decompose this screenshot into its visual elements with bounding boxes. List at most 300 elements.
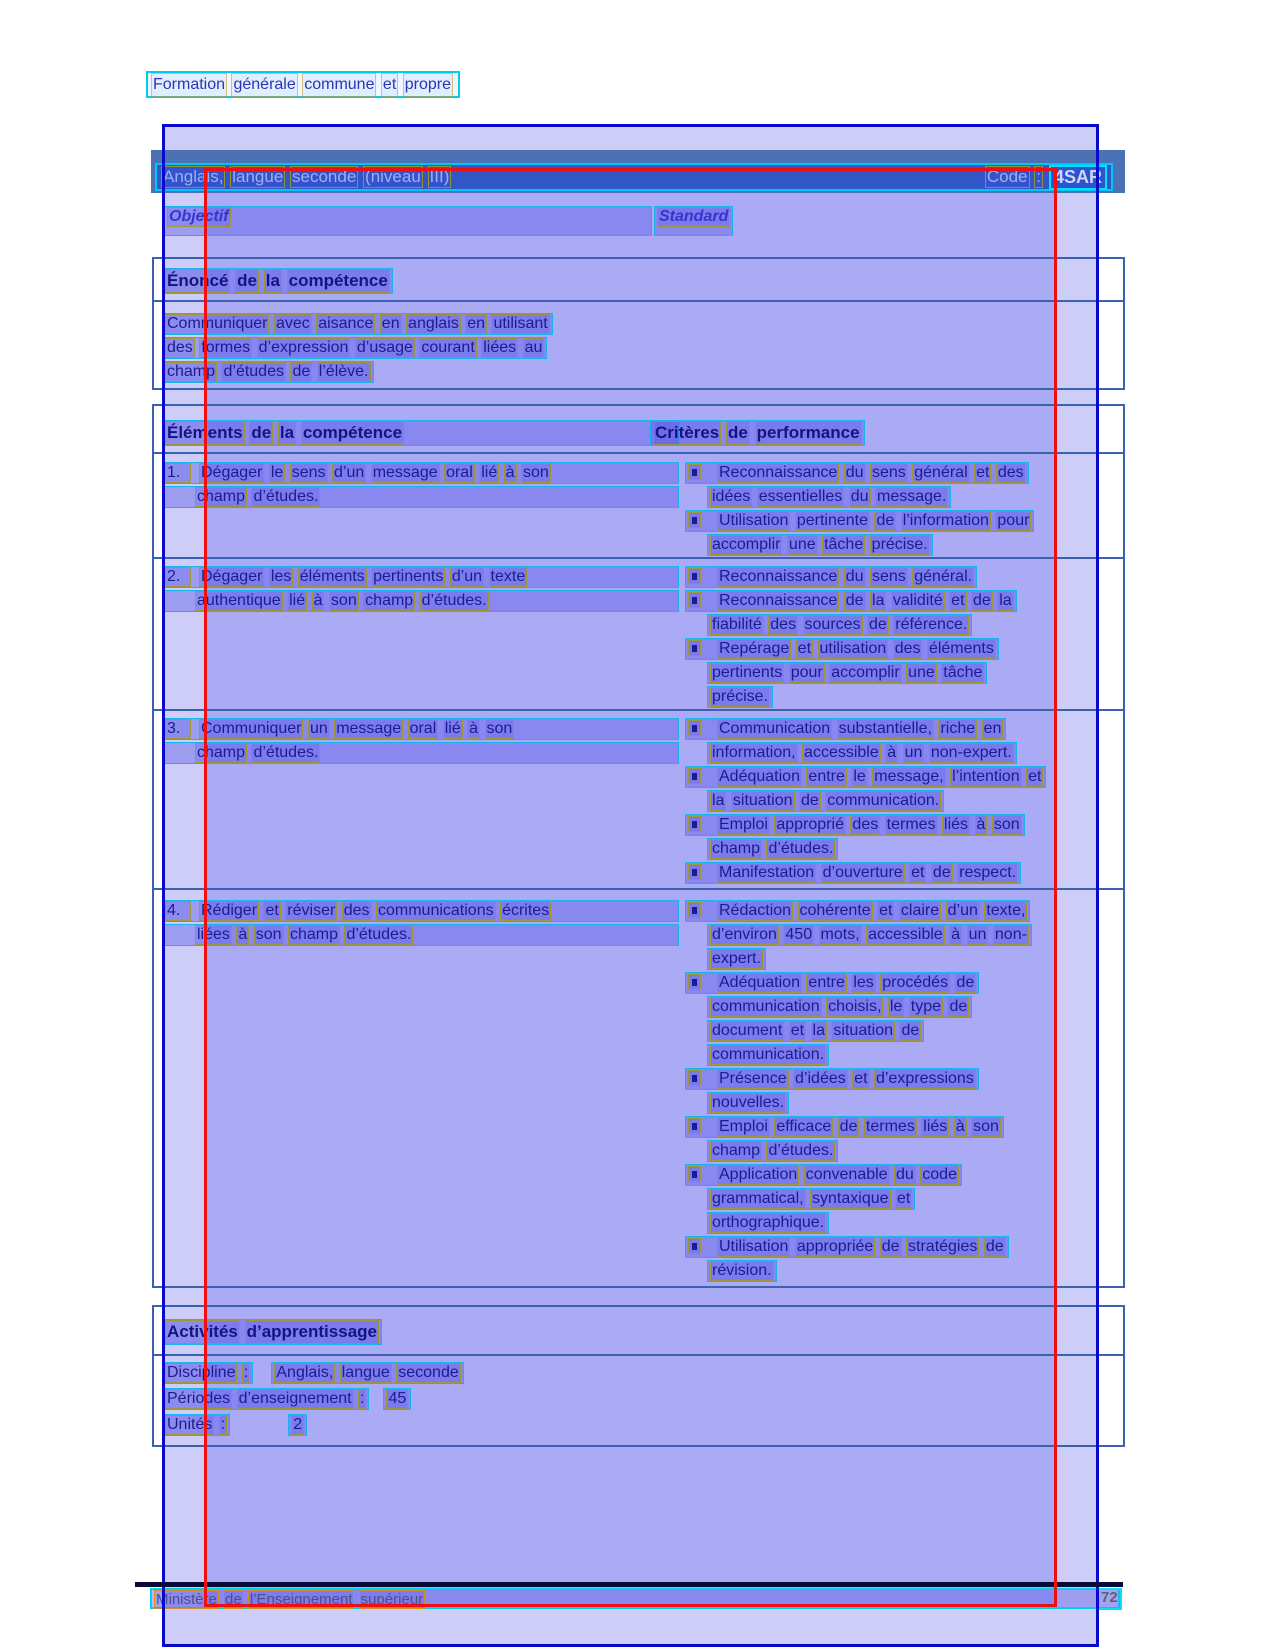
word-box: de [249,421,273,445]
word-box: de [881,1238,900,1255]
criterion-line-row [685,1164,1032,1188]
word-box: compétence [287,269,390,293]
word-box: de [869,616,887,633]
word-box: champ [167,363,216,380]
activity-row [162,1414,307,1436]
word-box: claire [900,902,940,919]
word-box: accomplir [831,664,900,681]
element-cell [162,900,679,948]
word-box: d’un [947,902,978,919]
word-box: la [872,592,885,609]
criterion-line-row [685,766,1046,790]
word-box: (niveau [365,167,421,186]
word-box: de [800,792,819,809]
word-box: pertinents [373,568,444,585]
course-code [985,165,1107,190]
ocr-line [685,566,977,588]
code-value: 4SAR [1049,165,1107,190]
word-box: type [910,998,942,1015]
criteria-cell [685,718,1046,886]
ocr-line [162,462,679,484]
word-box: : [220,1416,226,1433]
word-box: à [238,926,248,943]
word-box: général [914,464,968,481]
word-box: commune [302,73,376,97]
word-box: des [997,464,1024,481]
word-box: Manifestation [719,864,815,881]
activities-section [152,1305,1125,1447]
bullet-dot [692,773,697,780]
word-box: d’études. [253,488,319,505]
word-box: éléments [928,640,994,657]
word-box: Ministère [156,1591,217,1608]
word-box: message [372,464,438,481]
word-box: orthographique. [712,1214,825,1231]
word-box: Critères [653,421,721,445]
word-box: accessible [804,744,879,761]
criterion-line-row [685,1092,1032,1116]
word-box: lié [444,720,461,737]
element-line-row [162,924,679,948]
word-box: sens [872,464,906,481]
word-box: liés [923,1118,948,1135]
bullet-icon [688,720,701,736]
bullet-dot [692,1123,697,1130]
word-box: Formation [151,73,227,97]
element-line-row [162,590,679,614]
word-box: non- [994,926,1027,943]
word-box: cohérente [799,902,871,919]
criterion-line-row [685,814,1046,838]
word-box: Reconnaissance [719,464,838,481]
word-box: d’études [223,363,284,380]
word-box: Énoncé [165,269,230,293]
item-number: 4. [165,901,191,921]
elements-heading [162,420,679,446]
word-box: avec [275,315,310,332]
word-box: et [1028,768,1042,785]
word-box: son [993,816,1020,833]
word-box: son [330,592,357,609]
word-box: authentique [197,592,281,609]
word-box: pour [790,664,823,681]
word-box: précise. [712,688,769,705]
ocr-line [162,313,553,335]
element-cell [162,462,679,510]
elements-section [152,404,1125,1288]
word-box: situation [732,792,793,809]
criterion-line-row [685,1116,1032,1140]
table-header-divider [154,452,1123,454]
word-box: les [853,974,874,991]
word-box: à [951,926,961,943]
criterion-line-row [685,742,1046,766]
bullet-dot [692,869,697,876]
enonce-heading [162,268,393,294]
word-box: Anglais, [276,1364,334,1381]
word-box: en [381,315,400,332]
bullet-icon [688,902,701,918]
word-box: Adéquation [719,974,800,991]
enonce-body [162,313,553,385]
criterion-line-row [685,1188,1032,1212]
word-box: sens [872,568,906,585]
criterion-line-row [685,972,1032,996]
criterion-line-row [685,996,1032,1020]
page-number: 72 [1097,1588,1122,1610]
word-box: en [467,315,485,332]
word-box: la [812,1022,825,1039]
activity-value [288,1414,307,1436]
ocr-line [707,838,838,860]
criterion-line-row [685,1020,1032,1044]
word-box: de [949,998,968,1015]
ocr-line [162,742,679,764]
word-box: d’un [451,568,483,585]
word-box: à [313,592,323,609]
word-box: Présence [719,1070,787,1087]
word-box: la [264,269,282,293]
code-label [985,166,1043,188]
ocr-line [685,638,999,660]
word-box: grammatical, [712,1190,804,1207]
word-box: entre [808,974,845,991]
criterion-line-row [685,462,1034,486]
word-box: Communiquer [167,315,268,332]
word-box: supérieur [360,1591,424,1608]
word-box: des [852,816,879,833]
word-box: tâche [824,536,864,553]
bullet-dot [692,517,697,524]
word-box: pertinents [712,664,783,681]
bullet-icon [688,1070,701,1086]
bullet-icon [688,816,701,832]
criterion-line-row [685,862,1046,886]
bullet-dot [692,725,697,732]
word-box: termes [865,1118,915,1135]
word-box: Utilisation [719,1238,789,1255]
ocr-line [685,814,1025,836]
word-box: des [167,339,193,356]
word-box: Communiquer [201,720,302,737]
ocr-line [707,534,933,556]
item-number: 1. [165,463,191,483]
word-box: des [343,902,370,919]
activity-label [162,1414,230,1436]
ocr-line [685,900,1030,922]
footer-line [150,1588,1120,1609]
word-box: lié [481,464,498,481]
word-box: un [968,926,987,943]
ocr-line [707,686,773,708]
ocr-line [707,1140,838,1162]
word-box: anglais [408,315,459,332]
word-box: l’élève. [318,363,369,380]
ocr-line [162,900,679,922]
word-box: un [904,744,923,761]
criterion-line-row [685,638,1017,662]
activity-label [162,1362,253,1384]
word-box: d’expressions [876,1070,974,1087]
ocr-line [707,948,766,970]
criterion-line-row [685,662,1017,686]
word-box: d’expression [258,339,349,356]
section-divider [154,300,1123,302]
page-header [146,71,460,98]
ocr-line [707,1260,777,1282]
word-box: le [889,998,903,1015]
word-box: non-expert. [930,744,1012,761]
ocr-line [685,1164,962,1186]
item-number: 3. [165,719,191,739]
body-line-row [162,361,553,385]
bullet-icon [688,974,701,990]
word-box: le [270,464,284,481]
word-box: de [726,421,750,445]
word-box: validité [892,592,943,609]
bullet-dot [692,597,697,604]
word-box: message [336,720,402,737]
word-box: appropriée [796,1238,874,1255]
word-box: de [839,1118,858,1135]
criterion-line-row [685,838,1046,862]
bullet-icon [688,1166,701,1182]
word-box: réviser [287,902,336,919]
word-box: Code [986,167,1028,186]
word-box: de [932,864,951,881]
word-box: d’usage [356,339,413,356]
word-box: au [524,339,543,356]
ocr-line [707,1044,829,1066]
ocr-line [685,862,1021,884]
ocr-line [685,718,1006,740]
activity-value [383,1388,411,1410]
word-box: champ [197,744,246,761]
word-box: d’idées [795,1070,846,1087]
word-box: d’études. [253,744,319,761]
bullet-dot [692,821,697,828]
ocr-line [707,996,972,1018]
word-box: mots, [820,926,860,943]
word-box: précise. [871,536,928,553]
word-box: générale [231,73,297,97]
word-box: une [788,536,816,553]
activity-row [162,1388,411,1410]
ocr-line [707,924,1032,946]
word-box: sources [804,616,861,633]
word-box: communications [378,902,494,919]
word-box: sens [291,464,326,481]
word-box: langue [232,167,284,186]
word-box: compétence [301,421,404,445]
bullet-dot [692,1171,697,1178]
word-box: Communication [719,720,831,737]
activity-row [162,1362,464,1384]
criteria-cell [685,900,1032,1284]
word-box: seconde [292,167,357,186]
word-box: d’apprentissage [245,1320,379,1344]
word-box: de [956,974,975,991]
word-box: d’enseignement [238,1390,352,1407]
ocr-line [707,1212,829,1234]
word-box: et [879,902,893,919]
word-box: d’un [333,464,365,481]
section-divider [154,1354,1123,1356]
ocr-line [685,1068,979,1090]
word-box: à [955,1118,965,1135]
word-box: performance [755,421,862,445]
word-box: efficace [776,1118,832,1135]
word-box: lié [289,592,306,609]
word-box: général. [914,568,973,585]
word-box: stratégies [908,1238,978,1255]
ocr-line [707,742,1017,764]
ocr-line [685,510,1034,532]
criterion-line-row [685,510,1034,534]
element-line-row [162,462,679,486]
word-box: du [845,568,864,585]
bullet-icon [688,592,701,608]
word-box: : [243,1364,249,1381]
ocr-line [685,462,1029,484]
criterion-line-row [685,924,1032,948]
word-box: 2 [293,1416,303,1433]
ocr-line [707,1092,789,1114]
word-box: et [911,864,925,881]
ocr-line [162,590,679,612]
word-box: du [845,464,864,481]
word-box: document [712,1022,783,1039]
word-box: son [255,926,282,943]
word-box: et [797,640,812,657]
word-box: champ [197,488,246,505]
objectif-heading [164,206,652,236]
word-box: respect. [959,864,1017,881]
element-cell [162,718,679,766]
ocr-line [685,1116,1004,1138]
body-line-row [162,313,553,337]
word-box: oral [446,464,473,481]
word-box: de [985,1238,1004,1255]
word-box: information, [712,744,796,761]
word-box: Anglais, [163,167,224,186]
word-box: son [486,720,513,737]
bullet-icon [688,640,701,656]
word-box: pour [997,512,1030,529]
criterion-line-row [685,948,1032,972]
word-box: et [854,1070,868,1087]
criterion-line-row [685,566,1017,590]
ocr-line [707,662,987,684]
word-box: utilisant [493,315,548,332]
ocr-line [162,566,679,588]
word-box: expert. [712,950,761,967]
row-divider [154,557,1123,559]
word-box: syntaxique [812,1190,889,1207]
ocr-line [162,361,374,383]
word-box: idées [712,488,751,505]
word-box: seconde [398,1364,459,1381]
ocr-line [685,590,1017,612]
word-box: Reconnaissance [719,568,838,585]
word-box: la [712,792,725,809]
ocr-line [707,614,972,636]
word-box: Utilisation [719,512,789,529]
word-box: liés [944,816,969,833]
word-box: champ [712,840,761,857]
bullet-icon [688,464,701,480]
word-box: son [523,464,549,481]
word-box: du [850,488,869,505]
activity-label [162,1388,369,1410]
word-box: la [999,592,1012,609]
word-box: de [225,1591,242,1608]
ocr-line [685,1236,1009,1258]
word-box: 450 [785,926,813,943]
word-box: champ [365,592,414,609]
word-box: code [922,1166,957,1183]
word-box: fiabilité [712,616,762,633]
word-box: de [292,363,311,380]
word-box: Repérage [719,640,790,657]
word-box: Éléments [165,421,245,445]
word-box: : [1036,167,1041,186]
word-box: éléments [299,568,365,585]
word-box: Rédaction [719,902,792,919]
criterion-line-row [685,534,1034,558]
element-cell [162,566,679,614]
word-box: de [235,269,259,293]
criterion-line-row [685,718,1046,742]
word-box: de [845,592,864,609]
criteria-cell [685,462,1034,558]
word-box: propre [403,73,453,97]
word-box: langue [341,1364,390,1381]
word-box: Adéquation [719,768,800,785]
word-box: et [381,73,398,97]
word-box: : [360,1390,365,1407]
word-box: texte, [986,902,1026,919]
word-box: référence. [895,616,968,633]
ocr-line [685,972,979,994]
criterion-line-row [685,1068,1032,1092]
activity-value [271,1362,463,1384]
word-box: Périodes [167,1390,231,1407]
word-box: Rédiger [201,902,258,919]
word-box: situation [833,1022,894,1039]
word-box: oral [409,720,437,737]
bullet-icon [688,1238,701,1254]
word-box: choisis, [828,998,882,1015]
word-box: tâche [943,664,983,681]
element-line-row [162,566,679,590]
word-box: de [972,592,991,609]
word-box: Objectif [169,208,229,225]
word-box: convenable [805,1166,888,1183]
word-box: d’environ [712,926,777,943]
word-box: un [309,720,328,737]
criterion-line-row [685,1236,1032,1260]
word-box: communication [712,998,820,1015]
bullet-dot [692,907,697,914]
word-box: les [270,568,292,585]
word-box: procédés [882,974,949,991]
word-box: à [976,816,986,833]
footer-rule [135,1582,1123,1587]
word-box: d’ouverture [822,864,903,881]
word-box: champ [289,926,338,943]
ocr-line [162,486,679,508]
